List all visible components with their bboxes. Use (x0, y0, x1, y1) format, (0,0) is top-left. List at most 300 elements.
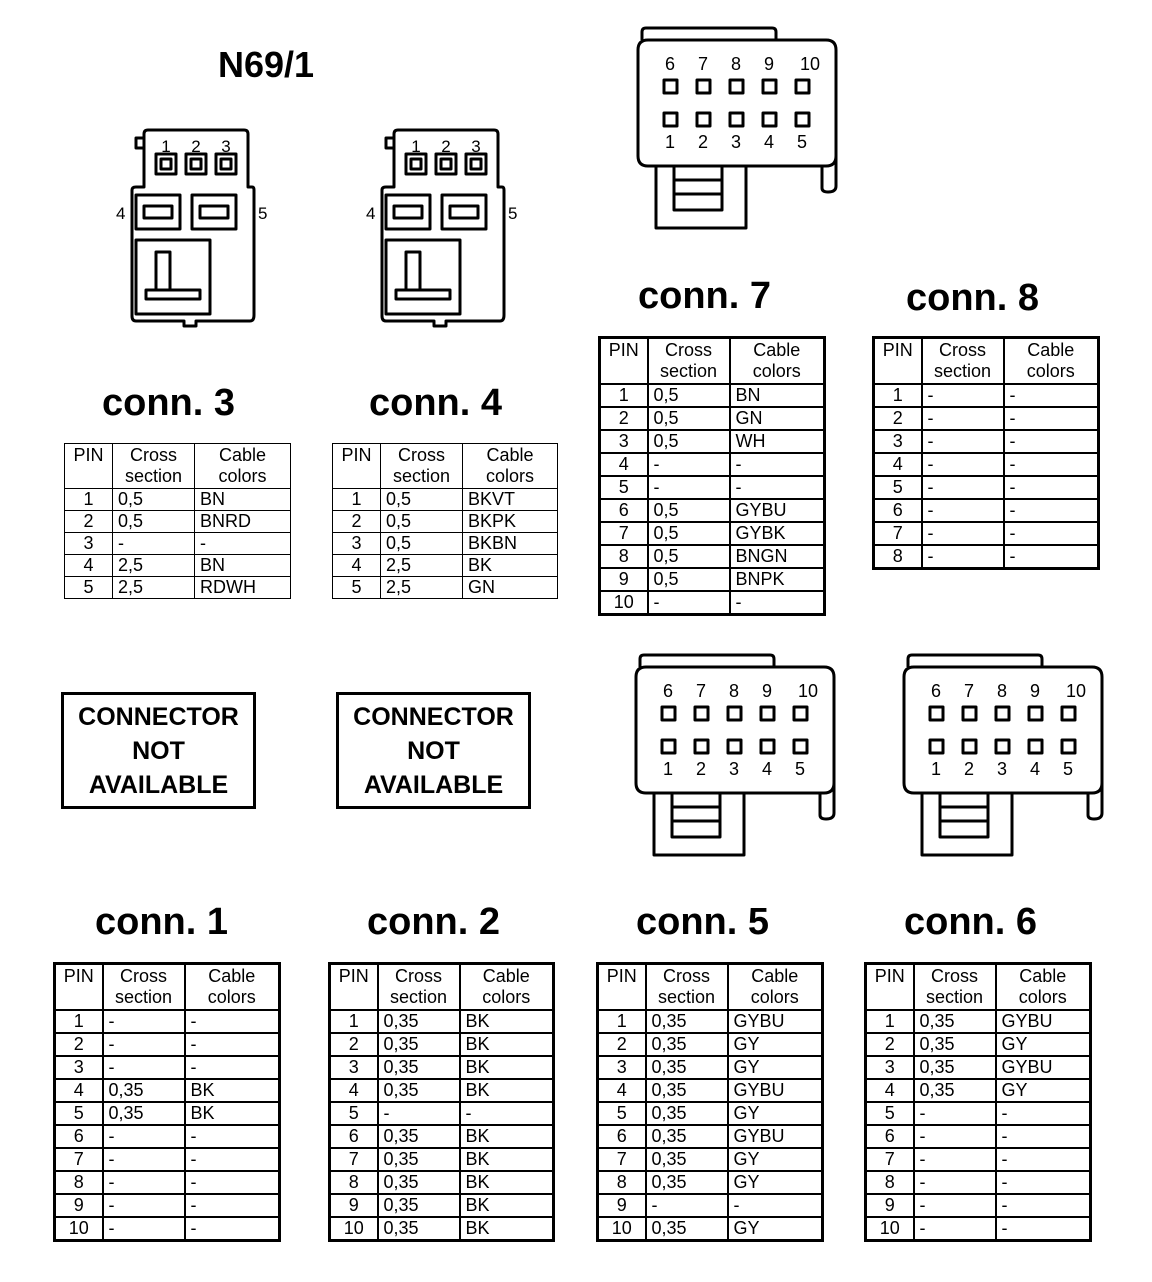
pin-number: 2 (600, 407, 648, 430)
cross-section-value: 0,35 (378, 1217, 460, 1241)
pin-label-3: 3 (996, 759, 1008, 779)
pin-number: 3 (55, 1056, 103, 1079)
cross-section-value: 0,35 (646, 1056, 728, 1079)
not-available-line3: AVAILABLE (363, 770, 504, 799)
cable-color-value: - (185, 1148, 280, 1171)
table-row (874, 499, 1099, 522)
pin-number: 3 (874, 430, 922, 453)
table-header-row (600, 338, 825, 385)
cross-section-value: - (922, 453, 1004, 476)
header-cross-section-text: section (657, 987, 716, 1007)
cable-color-value: GY (728, 1171, 823, 1194)
table-row (55, 1125, 280, 1148)
table-row (866, 1033, 1091, 1056)
header-cross-section (914, 964, 996, 1011)
table-row (866, 1125, 1091, 1148)
pin-label-5: 5 (258, 204, 268, 223)
header-cable-colors-text: colors (207, 987, 256, 1007)
pin-label-9: 9 (761, 681, 773, 701)
table-row (874, 476, 1099, 499)
connector-10pin-drawing-conn7 (630, 20, 850, 235)
table-row (330, 1102, 554, 1125)
cross-section-value: 0,35 (646, 1125, 728, 1148)
pin-table-conn4 (332, 443, 558, 599)
pin-number: 3 (600, 430, 648, 453)
pin-number: 7 (55, 1148, 103, 1171)
cross-section-value: - (103, 1217, 185, 1241)
cross-section-value: 0,35 (646, 1079, 728, 1102)
cable-color-value: - (185, 1056, 280, 1079)
table-header-row (866, 964, 1091, 1011)
pin-label-1: 1 (664, 132, 676, 152)
table-row (65, 555, 291, 577)
not-available-line2: NOT (407, 736, 460, 765)
table-row (330, 1056, 554, 1079)
cross-section-value: 0,35 (646, 1148, 728, 1171)
cross-section-value: - (922, 430, 1004, 453)
pin-number: 6 (600, 499, 648, 522)
connector-not-available-box-conn3 (61, 692, 256, 809)
cable-color-value: GN (730, 407, 825, 430)
table-row (598, 1148, 823, 1171)
pin-label-10: 10 (797, 681, 819, 701)
table-row (65, 489, 291, 511)
table-row (65, 577, 291, 599)
cross-section-value: 0,5 (381, 511, 463, 533)
pin-label-6: 6 (664, 54, 676, 74)
not-available-line1: CONNECTOR (78, 702, 239, 731)
header-cross-section-text: Cross (397, 445, 445, 465)
pin-number: 9 (330, 1194, 378, 1217)
cable-color-value: - (1004, 499, 1099, 522)
cross-section-value: - (922, 407, 1004, 430)
header-pin (333, 444, 381, 489)
cable-color-value: GYBU (996, 1010, 1091, 1033)
pin-number: 2 (330, 1033, 378, 1056)
pin-label-5: 5 (794, 759, 806, 779)
table-row (330, 1171, 554, 1194)
cross-section-value: 0,35 (378, 1010, 460, 1033)
cable-color-value: BKPK (463, 511, 558, 533)
cable-color-value: WH (730, 430, 825, 453)
table-row (55, 1194, 280, 1217)
table-row (866, 1148, 1091, 1171)
cable-color-value: RDWH (195, 577, 291, 599)
cross-section-value: - (914, 1125, 996, 1148)
header-pin-text: PIN (606, 966, 637, 986)
pin-number: 1 (600, 384, 648, 407)
cable-color-value: - (730, 591, 825, 615)
table-row (866, 1079, 1091, 1102)
table-row (866, 1171, 1091, 1194)
table-row (330, 1033, 554, 1056)
pin-label-7: 7 (695, 681, 707, 701)
header-cross-section-text: Cross (394, 966, 442, 986)
connector-5pin-drawing-conn3 (100, 120, 280, 335)
pin-number: 2 (333, 511, 381, 533)
table-row (866, 1010, 1091, 1033)
pin-number: 10 (330, 1217, 378, 1241)
table-row (866, 1102, 1091, 1125)
cable-color-value: BKBN (463, 533, 558, 555)
cross-section-value: 0,35 (646, 1217, 728, 1241)
table-row (55, 1102, 280, 1125)
cross-section-value: - (103, 1171, 185, 1194)
cable-color-value: BNGN (730, 545, 825, 568)
header-cable-colors-text: colors (750, 987, 799, 1007)
header-cable-colors-text: colors (1026, 361, 1075, 381)
cable-color-value: GY (996, 1079, 1091, 1102)
table-row (55, 1171, 280, 1194)
table-header-row (65, 444, 291, 489)
table-row (600, 476, 825, 499)
pin-label-4: 4 (116, 204, 126, 223)
table-row (598, 1217, 823, 1241)
cross-section-value: - (646, 1194, 728, 1217)
header-cable-colors (730, 338, 825, 385)
pin-number: 8 (874, 545, 922, 569)
header-cross-section (113, 444, 195, 489)
table-row (600, 430, 825, 453)
cable-color-value: - (1004, 476, 1099, 499)
cross-section-value: 0,35 (646, 1171, 728, 1194)
pin-label-2: 2 (697, 132, 709, 152)
header-cross-section-text: Cross (930, 966, 978, 986)
cross-section-value: - (914, 1194, 996, 1217)
header-pin-text: PIN (338, 966, 369, 986)
header-cross-section-text: Cross (119, 966, 167, 986)
pin-number: 6 (55, 1125, 103, 1148)
cable-color-value: BK (460, 1033, 554, 1056)
header-cross-section-text: section (933, 361, 992, 381)
conn1-title: conn. 1 (95, 901, 229, 943)
header-cable-colors-text: colors (1018, 987, 1067, 1007)
table-header-row (333, 444, 558, 489)
cross-section-value: 0,35 (914, 1033, 996, 1056)
cross-section-value: 0,35 (103, 1079, 185, 1102)
header-cable-colors (728, 964, 823, 1011)
header-cross-section-text: section (389, 987, 448, 1007)
pin-number: 8 (600, 545, 648, 568)
table-row (55, 1010, 280, 1033)
pin-number: 9 (55, 1194, 103, 1217)
table-row (600, 591, 825, 615)
table-row (600, 384, 825, 407)
header-cable-colors-text: colors (218, 466, 267, 486)
pin-number: 10 (598, 1217, 646, 1241)
cable-color-value: - (1004, 453, 1099, 476)
header-cross-section-text: section (124, 466, 183, 486)
cable-color-value: BN (195, 489, 291, 511)
table-row (598, 1033, 823, 1056)
pin-number: 8 (866, 1171, 914, 1194)
cross-section-value: - (378, 1102, 460, 1125)
pin-label-8: 8 (730, 54, 742, 74)
header-cable-colors (195, 444, 291, 489)
cable-color-value: - (460, 1102, 554, 1125)
cable-color-value: BNPK (730, 568, 825, 591)
cross-section-value: 2,5 (113, 577, 195, 599)
pin-label-5: 5 (1062, 759, 1074, 779)
cable-color-value: GYBU (996, 1056, 1091, 1079)
table-row (65, 533, 291, 555)
pin-table-conn1 (53, 962, 281, 1242)
cable-color-value: - (996, 1171, 1091, 1194)
table-row (600, 545, 825, 568)
pin-number: 2 (65, 511, 113, 533)
cable-color-value: - (1004, 545, 1099, 569)
cross-section-value: 0,35 (378, 1033, 460, 1056)
cable-color-value: GYBK (730, 522, 825, 545)
pin-label-10: 10 (1065, 681, 1087, 701)
header-cable-colors-text: Cable (751, 966, 799, 986)
cable-color-value: - (185, 1171, 280, 1194)
table-row (330, 1125, 554, 1148)
pin-number: 1 (874, 384, 922, 407)
cross-section-value: 0,35 (914, 1079, 996, 1102)
pin-number: 4 (55, 1079, 103, 1102)
cross-section-value: - (648, 476, 730, 499)
table-row (333, 533, 558, 555)
pin-label-1: 1 (411, 137, 421, 156)
pin-number: 3 (330, 1056, 378, 1079)
table-row (330, 1079, 554, 1102)
not-available-line1: CONNECTOR (353, 702, 514, 731)
conn7-title: conn. 7 (638, 275, 772, 317)
cross-section-value: 0,35 (378, 1171, 460, 1194)
table-row (600, 499, 825, 522)
cable-color-value: GY (728, 1102, 823, 1125)
pin-number: 1 (598, 1010, 646, 1033)
pin-number: 2 (598, 1033, 646, 1056)
pin-number: 9 (866, 1194, 914, 1217)
cross-section-value: - (914, 1102, 996, 1125)
table-row (874, 430, 1099, 453)
connector-not-available-box-conn4 (336, 692, 531, 809)
pin-table-conn2 (328, 962, 555, 1242)
table-row (330, 1217, 554, 1241)
table-row (330, 1010, 554, 1033)
pin-label-9: 9 (1029, 681, 1041, 701)
cross-section-value: - (922, 476, 1004, 499)
pin-number: 8 (55, 1171, 103, 1194)
cross-section-value: - (103, 1148, 185, 1171)
cross-section-value: 0,35 (646, 1010, 728, 1033)
cable-color-value: - (1004, 407, 1099, 430)
cable-color-value: GN (463, 577, 558, 599)
pin-number: 9 (600, 568, 648, 591)
cable-color-value: GY (728, 1217, 823, 1241)
header-cable-colors (463, 444, 558, 489)
cable-color-value: - (996, 1148, 1091, 1171)
cross-section-value: 0,5 (648, 384, 730, 407)
cross-section-value: - (922, 545, 1004, 569)
header-cable-colors-text: Cable (486, 445, 534, 465)
pin-label-5: 5 (508, 204, 518, 223)
cross-section-value: - (103, 1125, 185, 1148)
pin-number: 3 (866, 1056, 914, 1079)
cable-color-value: - (996, 1194, 1091, 1217)
header-pin-text: PIN (73, 445, 104, 465)
cable-color-value: - (1004, 384, 1099, 407)
pin-label-5: 5 (796, 132, 808, 152)
header-cross-section-text: section (392, 466, 451, 486)
pin-label-10: 10 (799, 54, 821, 74)
cross-section-value: 0,5 (648, 545, 730, 568)
header-cross-section (646, 964, 728, 1011)
cable-color-value: BN (730, 384, 825, 407)
cross-section-value: 2,5 (113, 555, 195, 577)
cable-color-value: GY (728, 1033, 823, 1056)
header-cable-colors-text: colors (485, 466, 534, 486)
cable-color-value: GYBU (728, 1079, 823, 1102)
pin-number: 3 (65, 533, 113, 555)
pin-number: 1 (866, 1010, 914, 1033)
header-pin-text: PIN (608, 340, 639, 360)
header-cross-section-text: Cross (129, 445, 177, 465)
cross-section-value: 0,5 (113, 511, 195, 533)
header-cable-colors-text: colors (752, 361, 801, 381)
cable-color-value: BK (185, 1102, 280, 1125)
cross-section-value: 0,35 (378, 1056, 460, 1079)
pin-label-7: 7 (963, 681, 975, 701)
cross-section-value: - (922, 384, 1004, 407)
pin-label-1: 1 (662, 759, 674, 779)
cable-color-value: GYBU (728, 1010, 823, 1033)
cross-section-value: 0,5 (648, 568, 730, 591)
pin-number: 1 (55, 1010, 103, 1033)
pin-number: 10 (55, 1217, 103, 1241)
cable-color-value: - (185, 1010, 280, 1033)
pin-number: 8 (598, 1171, 646, 1194)
pin-number: 5 (874, 476, 922, 499)
not-available-line2: NOT (132, 736, 185, 765)
pin-number: 10 (600, 591, 648, 615)
header-pin (598, 964, 646, 1011)
cable-color-value: GY (728, 1148, 823, 1171)
table-row (598, 1102, 823, 1125)
conn6-title: conn. 6 (904, 901, 1038, 943)
cross-section-value: - (103, 1033, 185, 1056)
pin-number: 3 (333, 533, 381, 555)
table-row (874, 522, 1099, 545)
header-cross-section (378, 964, 460, 1011)
table-row (874, 453, 1099, 476)
header-cable-colors-text: Cable (1019, 966, 1067, 986)
header-cross-section-text: Cross (938, 340, 986, 360)
cable-color-value: - (728, 1194, 823, 1217)
pin-number: 2 (55, 1033, 103, 1056)
cable-color-value: - (730, 453, 825, 476)
table-row (55, 1148, 280, 1171)
cable-color-value: - (730, 476, 825, 499)
pin-label-8: 8 (728, 681, 740, 701)
cross-section-value: 0,5 (113, 489, 195, 511)
pin-number: 5 (333, 577, 381, 599)
cross-section-value: 2,5 (381, 577, 463, 599)
cross-section-value: 0,35 (914, 1056, 996, 1079)
cable-color-value: - (185, 1194, 280, 1217)
pin-label-2: 2 (695, 759, 707, 779)
table-row (333, 489, 558, 511)
cable-color-value: BK (463, 555, 558, 577)
pin-label-3: 3 (471, 137, 481, 156)
header-cross-section (922, 338, 1004, 385)
pin-number: 6 (330, 1125, 378, 1148)
table-row (598, 1171, 823, 1194)
table-header-row (330, 964, 554, 1011)
header-pin-text: PIN (63, 966, 94, 986)
pin-number: 5 (65, 577, 113, 599)
pin-label-1: 1 (930, 759, 942, 779)
table-row (600, 453, 825, 476)
cross-section-value: 0,5 (648, 407, 730, 430)
pin-number: 2 (866, 1033, 914, 1056)
header-cable-colors-text: colors (482, 987, 531, 1007)
cross-section-value: 0,35 (378, 1125, 460, 1148)
cross-section-value: 0,5 (648, 499, 730, 522)
table-row (55, 1033, 280, 1056)
cable-color-value: BK (460, 1010, 554, 1033)
header-pin (866, 964, 914, 1011)
pin-number: 1 (65, 489, 113, 511)
pin-number: 4 (333, 555, 381, 577)
pin-label-2: 2 (963, 759, 975, 779)
pin-table-conn8 (872, 336, 1100, 570)
table-row (866, 1056, 1091, 1079)
pin-number: 4 (874, 453, 922, 476)
pin-number: 7 (874, 522, 922, 545)
conn3-title: conn. 3 (102, 382, 236, 424)
cross-section-value: 0,35 (646, 1102, 728, 1125)
pin-number: 4 (600, 453, 648, 476)
table-row (874, 545, 1099, 569)
pin-number: 2 (874, 407, 922, 430)
header-pin (874, 338, 922, 385)
cross-section-value: - (914, 1148, 996, 1171)
header-cable-colors-text: Cable (218, 445, 267, 465)
cable-color-value: BNRD (195, 511, 291, 533)
pin-label-3: 3 (728, 759, 740, 779)
connector-10pin-drawing-conn6 (896, 647, 1116, 862)
cross-section-value: - (103, 1194, 185, 1217)
table-row (600, 407, 825, 430)
pin-number: 6 (874, 499, 922, 522)
conn8-title: conn. 8 (906, 277, 1040, 319)
header-pin (65, 444, 113, 489)
header-cross-section-text: section (114, 987, 173, 1007)
cable-color-value: - (185, 1125, 280, 1148)
header-cable-colors (996, 964, 1091, 1011)
pin-label-3: 3 (730, 132, 742, 152)
cross-section-value: 0,5 (381, 533, 463, 555)
pin-number: 7 (600, 522, 648, 545)
pin-table-conn3 (64, 443, 291, 599)
pin-label-4: 4 (761, 759, 773, 779)
table-row (333, 511, 558, 533)
header-cable-colors (185, 964, 280, 1011)
pin-table-conn6 (864, 962, 1092, 1242)
header-pin (330, 964, 378, 1011)
cross-section-value: 0,35 (646, 1033, 728, 1056)
header-cable-colors-text: Cable (208, 966, 256, 986)
header-pin (600, 338, 648, 385)
table-row (600, 568, 825, 591)
header-cross-section-text: Cross (662, 966, 710, 986)
header-cable-colors-text: Cable (753, 340, 801, 360)
table-row (598, 1010, 823, 1033)
header-pin (55, 964, 103, 1011)
